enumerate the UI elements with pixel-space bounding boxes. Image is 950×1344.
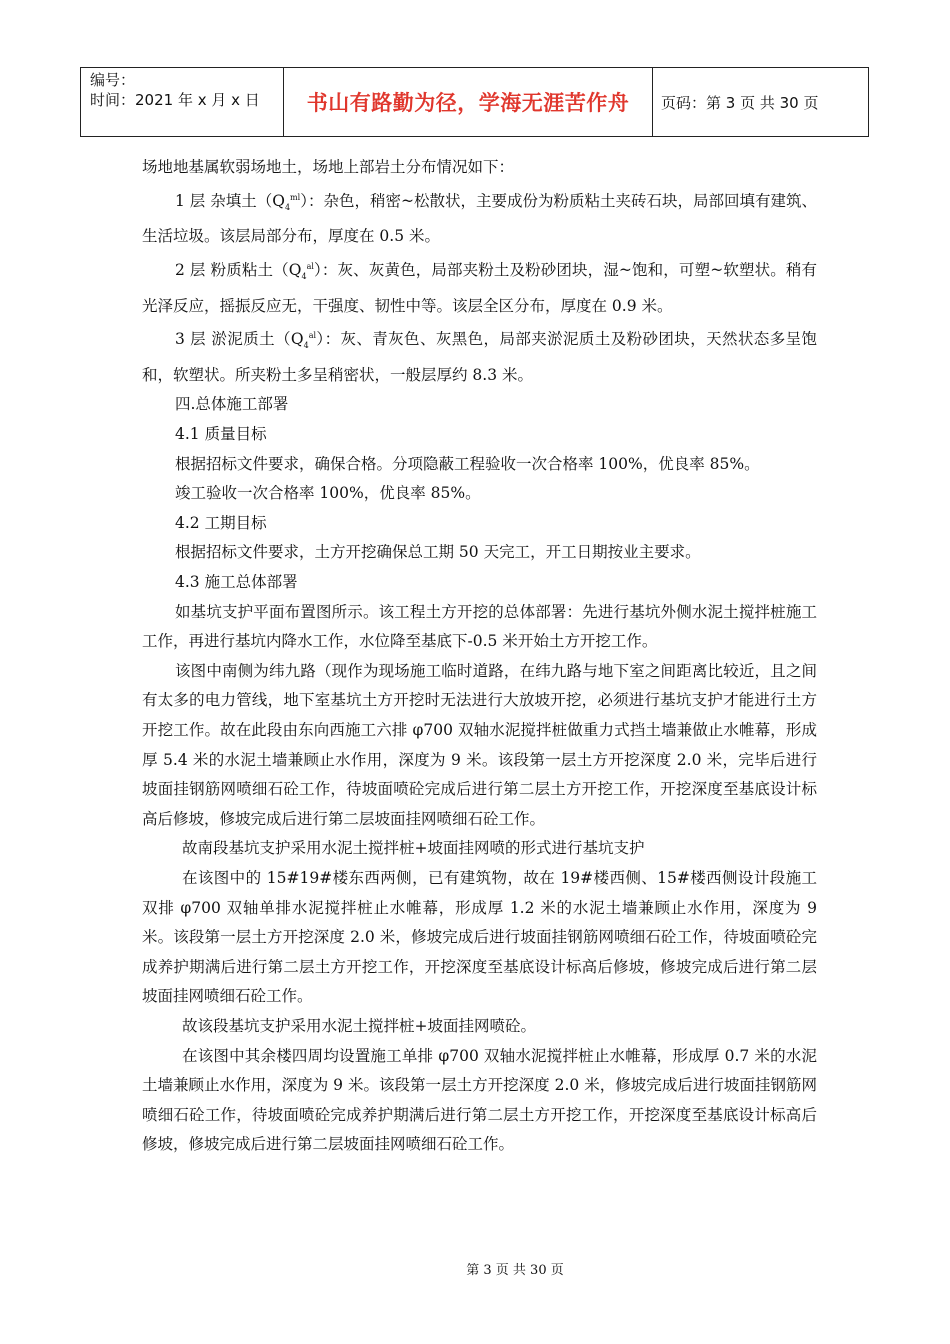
schedule-target-paragraph: 根据招标文件要求，土方开挖确保总工期 50 天完工，开工日期按业主要求。 bbox=[175, 543, 701, 562]
layer-1-superscript: ml bbox=[290, 192, 301, 202]
header-motto-cell bbox=[284, 68, 653, 136]
document-body bbox=[142, 153, 817, 1160]
segment-support-conclusion: 故该段基坑支护采用水泥土搅拌桩+坡面挂网喷砼。 bbox=[182, 1016, 536, 1035]
layer-3-subscript: 4 bbox=[303, 341, 309, 351]
layer-2-subscript: 4 bbox=[301, 271, 307, 281]
header-time-label: 时间：2021 年 x 月 x 日 bbox=[90, 91, 260, 109]
quality-target-paragraph: 根据招标文件要求，确保合格。分项隐蔽工程验收一次合格率 100%，优良率 85%。 bbox=[175, 454, 760, 473]
layer-3-lead: 3 层 淤泥质土（Q bbox=[175, 330, 304, 349]
buildings-15-19-paragraph: 在该图中的 15#19#楼东西两侧，已有建筑物，故在 19#楼西侧、15#楼西侧设计段施工双排 φ700 双轴单排水泥搅拌桩止水帷幕，形成厚 1.2 米的水泥土墙兼顾止水作用，深度为 9 米。该段第一层土方开挖深度 2.0 米，修坡完成后进行坡面挂钢筋网喷细石砼工作，待坡面喷砼完成养护期满后进行第二层土方开挖工作，开挖深度至基底设计标高后修坡，修坡完成后进行第二层坡面挂网喷细石砼工作。 bbox=[142, 868, 817, 1006]
layer-1-paragraph bbox=[142, 183, 817, 252]
section-4-heading: 四.总体施工部署 bbox=[175, 395, 289, 414]
layer-1-lead: 1 层 杂填土（Q bbox=[175, 191, 285, 210]
other-buildings-paragraph: 在该图中其余楼四周均设置施工单排 φ700 双轴水泥搅拌桩止水帷幕，形成厚 0.7 米的水泥土墙兼顾止水作用，深度为 9 米。该段第一层土方开挖深度 2.0 米，修坡完成后进行坡面挂钢筋网喷细石砼工作，待坡面喷砼完成养护期满后进行第二层土方开挖工作，开挖深度至基底设计标高后修坡，修坡完成后进行第二层坡面挂网喷细石砼工作。 bbox=[142, 1046, 817, 1154]
south-support-conclusion: 故南段基坑支护采用水泥土搅拌桩+坡面挂网喷的形式进行基坑支护 bbox=[182, 839, 645, 858]
layer-2-text: ）：灰、灰黄色，局部夹粉土及粉砂团块，湿~饱和，可塑~软塑状。稍有光泽反应，摇振反应无，干强度、韧性中等。该层全区分布，厚度在 0.9 米。 bbox=[142, 260, 817, 315]
header-motto: 书山有路勤为径，学海无涯苦作舟 bbox=[306, 91, 630, 115]
layer-3-superscript: al bbox=[308, 331, 317, 341]
layer-1-text: ）：杂色，稍密~松散状，主要成份为粉质粘土夹砖石块，局部回填有建筑、生活垃圾。该层局部分布，厚度在 0.5 米。 bbox=[142, 191, 817, 246]
header-page-info: 页码：第 3 页 共 30 页 bbox=[661, 93, 819, 112]
page-footer: 第 3 页 共 30 页 bbox=[466, 1263, 564, 1278]
section-4-3-heading: 4.3 施工总体部署 bbox=[175, 573, 298, 591]
intro-paragraph: 场地地基属软弱场地土，场地上部岩土分布情况如下： bbox=[142, 158, 515, 176]
layer-3-paragraph bbox=[142, 321, 817, 390]
section-4-2-heading: 4.2 工期目标 bbox=[175, 513, 267, 532]
document-header bbox=[80, 67, 869, 137]
layer-1-subscript: 4 bbox=[284, 202, 291, 212]
header-number-label: 编号： bbox=[90, 71, 136, 89]
layer-2-lead: 2 层 粉质粘土（Q bbox=[175, 260, 302, 279]
layer-2-superscript: al bbox=[306, 261, 314, 271]
header-meta bbox=[81, 68, 284, 136]
south-side-paragraph: 该图中南侧为纬九路（现作为现场施工临时道路，在纬九路与地下室之间距离比较近，且之间有太多的电力管线，地下室基坑土方开挖时无法进行大放坡开挖，必须进行基坑支护才能进行土方开挖工作。故在此段由东向西施工六排 φ700 双轴水泥搅拌桩做重力式挡土墙兼做止水帷幕，形成厚 5.4 米的水泥土墙兼顾止水作用，深度为 9 米。该段第一层土方开挖深度 2.0 米，完毕后进行坡面挂钢筋网喷细石砼工作，待坡面喷砼完成后进行第二层土方开挖工作，开挖深度至基底设计标高后修坡，修坡完成后进行第二层坡面挂网喷细石砼工作。 bbox=[142, 661, 817, 828]
layer-2-paragraph bbox=[142, 252, 817, 321]
layer-3-text: ）：灰、青灰色、灰黑色，局部夹淤泥质土及粉砂团块，天然状态多呈饱和，软塑状。所夹粉土多呈稍密状，一般层厚约 8.3 米。 bbox=[142, 330, 817, 384]
section-4-1-heading: 4.1 质量目标 bbox=[175, 425, 267, 444]
deployment-paragraph: 如基坑支护平面布置图所示。该工程土方开挖的总体部署：先进行基坑外侧水泥土搅拌桩施工工作，再进行基坑内降水工作，水位降至基底下-0.5 米开始土方开挖工作。 bbox=[142, 602, 817, 651]
completion-acceptance-paragraph: 竣工验收一次合格率 100%，优良率 85%。 bbox=[175, 484, 481, 503]
